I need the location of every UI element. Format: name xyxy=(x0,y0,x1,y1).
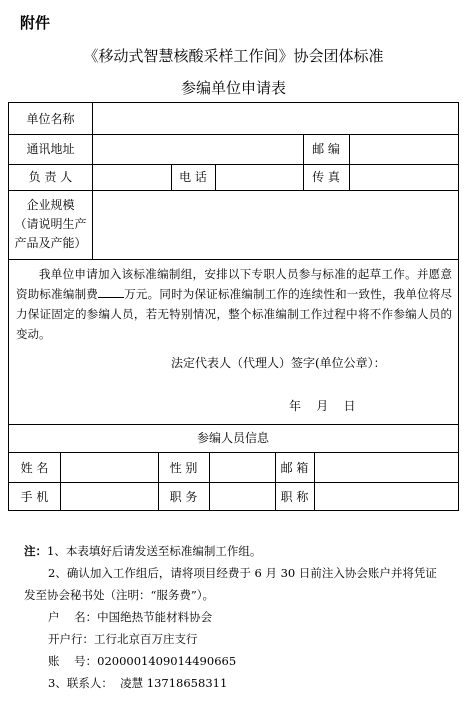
enterprise-scale-hint: 产品及产能） xyxy=(14,236,87,250)
note-label: 注： xyxy=(24,544,47,558)
date-label: 年 月 日 xyxy=(289,399,356,413)
declaration-text: 我单位申请加入该标准编制组，安排以下专职人员参与标准的起草工作。并愿意资助标准编制费 xyxy=(16,267,452,301)
note-2-cont: 发至协会秘书处（注明：“服务费”）。 xyxy=(24,588,215,602)
fax-field[interactable] xyxy=(350,165,454,189)
row-divider xyxy=(9,424,458,425)
phone-label: 电 话 xyxy=(179,170,207,184)
member-position-label: 职 务 xyxy=(169,490,198,504)
phone-field[interactable] xyxy=(216,165,302,189)
enterprise-scale-hint: （请说明生产 xyxy=(14,217,87,231)
amount-blank[interactable] xyxy=(98,286,124,298)
address-label: 通讯地址 xyxy=(26,142,75,156)
member-name-field[interactable] xyxy=(61,453,157,481)
note-2: 2、确认加入工作组后，请将项目经费于 6 月 30 日前注入协会账户并将凭证 xyxy=(48,566,437,580)
declaration-text: 万元。同时为保证标准编制工作的连续性和一致性，我单位将尽力保证固定的参编人员，若无特别情况，整个标准编制工作过程中将不作参编人员的变动。 xyxy=(16,287,452,341)
member-name-label: 姓 名 xyxy=(20,461,49,475)
member-email-label: 邮 箱 xyxy=(280,461,309,475)
postcode-label: 邮 编 xyxy=(312,142,340,156)
bank-name: 开户行：工行北京百万庄支行 xyxy=(48,632,198,646)
person-in-charge-field[interactable] xyxy=(93,165,170,189)
application-form-table xyxy=(8,102,459,511)
form-title: 参编单位申请表 xyxy=(180,79,286,97)
document-title: 《移动式智慧核酸采样工作间》协会团体标准 xyxy=(83,47,384,65)
members-section-title: 参编人员信息 xyxy=(196,431,269,445)
notes-section xyxy=(24,540,437,694)
member-gender-label: 性 别 xyxy=(169,461,198,475)
signature-label: 法定代表人（代理人）签字(单位公章）： xyxy=(171,356,386,370)
member-mobile-label: 手 机 xyxy=(20,490,49,504)
account-number: 账 号：0200001409014490665 xyxy=(48,654,237,668)
note-text: 1、本表填好后请发送至标准编制工作组。 xyxy=(47,544,262,558)
row-divider xyxy=(9,259,458,260)
attachment-label: 附件 xyxy=(20,14,51,32)
enterprise-scale-label: 企业规模 xyxy=(26,198,75,212)
member-gender-field[interactable] xyxy=(210,453,274,481)
member-email-field[interactable] xyxy=(315,453,453,481)
unit-name-field[interactable] xyxy=(93,104,453,133)
address-field[interactable] xyxy=(93,135,302,163)
person-in-charge-label: 负 责 人 xyxy=(28,170,73,184)
member-title-label: 职 称 xyxy=(280,490,309,504)
fax-label: 传 真 xyxy=(312,170,340,184)
contact: 3、联系人： 凌慧 13718658311 xyxy=(48,676,228,690)
postcode-field[interactable] xyxy=(350,135,454,163)
note-1 xyxy=(24,540,437,562)
declaration-paragraph xyxy=(16,264,452,344)
enterprise-scale-field[interactable] xyxy=(93,191,453,258)
account-name: 户 名：中国绝热节能材料协会 xyxy=(48,610,213,624)
unit-name-label: 单位名称 xyxy=(26,112,75,126)
member-mobile-field[interactable] xyxy=(61,483,157,509)
member-position-field[interactable] xyxy=(210,483,274,509)
member-title-field[interactable] xyxy=(315,483,453,509)
